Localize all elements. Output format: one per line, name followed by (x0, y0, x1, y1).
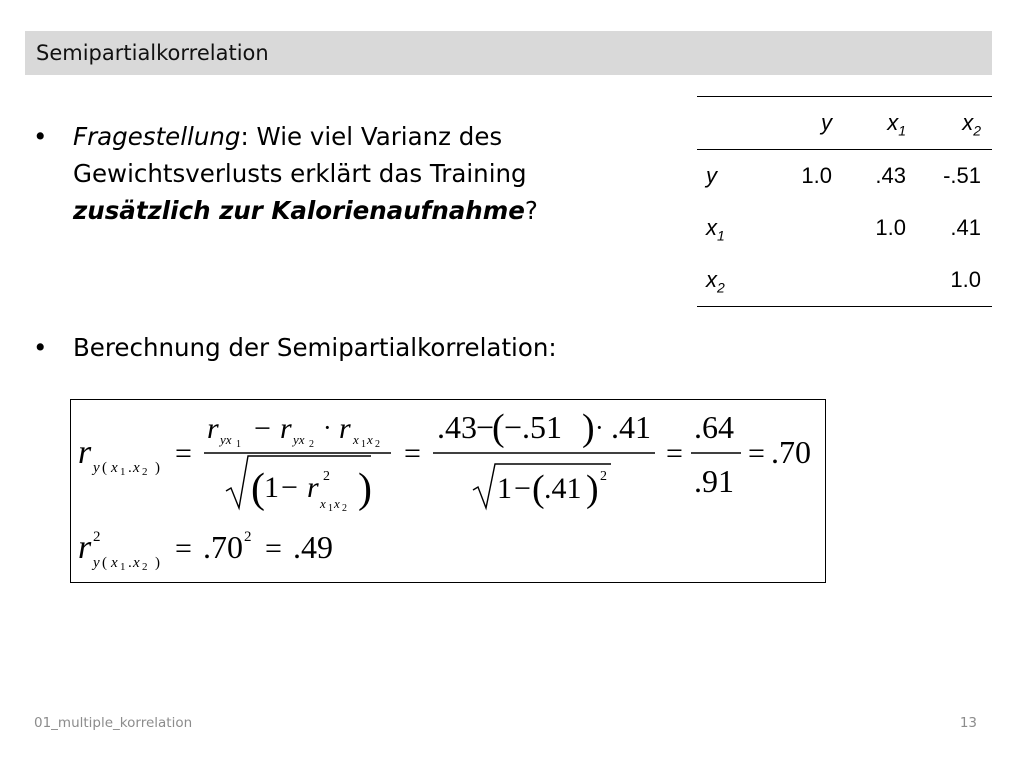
row-label: $x_1$ (706, 215, 725, 244)
minus-sign: − (476, 409, 495, 445)
header-y: y (821, 110, 832, 135)
den2-minus: − (514, 472, 531, 505)
line2-equals-1: = (175, 532, 192, 565)
num-cdot: · (323, 413, 332, 442)
line2-value-49: .49 (293, 529, 333, 565)
den1-minus: − (281, 471, 298, 504)
table-row (697, 254, 992, 306)
paren-close: ) (582, 407, 595, 449)
page-number: 13 (959, 715, 977, 731)
line2-sub-y: y (93, 555, 100, 571)
formula-dot: . (128, 460, 132, 476)
den1-sub-x2: x (334, 496, 340, 511)
num-sub-x1: x (353, 432, 359, 447)
formula-two: 2 (142, 466, 148, 478)
row-label: $x_2$ (706, 267, 725, 296)
correlation-table (697, 96, 992, 307)
den1-paren-open: ( (251, 466, 265, 512)
table-header-row (697, 97, 992, 150)
line2-paren-open: ( (102, 555, 107, 571)
formula-x2: x (133, 460, 140, 476)
formula-x1: x (111, 460, 118, 476)
value-neg51: −.51 (504, 409, 563, 445)
slide-title: Semipartialkorrelation (36, 41, 269, 65)
question-text: : Wie viel Varianz des Gewichtsverlusts erklärt das Training (73, 122, 527, 188)
num-sub-yx1: yx (220, 432, 232, 447)
footer-filename: 01_multiple_korrelation (34, 715, 193, 731)
table-cell: .41 (950, 215, 981, 240)
table-cell: -.51 (943, 163, 981, 188)
value-43: .43 (437, 409, 477, 445)
den1-paren-close: ) (358, 466, 372, 512)
paren-open: ( (492, 407, 505, 449)
line2-sq: 2 (93, 529, 101, 545)
den1-r: r (307, 471, 319, 504)
value-64: .64 (694, 409, 734, 445)
den1-sub-x1: x (320, 496, 326, 511)
bullet-dot: • (33, 333, 48, 362)
equals-4: = (748, 437, 765, 470)
bullet-dot: • (33, 122, 48, 151)
den1-one: 1 (264, 471, 279, 504)
line2-r: r (78, 529, 92, 566)
den2-paren-open: ( (532, 468, 545, 510)
den2-paren-close: ) (586, 468, 599, 510)
formula-sub-y: y (93, 460, 100, 476)
equals-2: = (404, 437, 421, 470)
bullet-question (28, 118, 668, 229)
line2-value-sq: 2 (244, 529, 252, 545)
num-sub-2: 2 (309, 439, 314, 450)
num-sub-x2: x (367, 432, 373, 447)
num-r-yx2: r (280, 412, 292, 445)
table-cell: 1.0 (875, 215, 906, 240)
bullet-list (28, 118, 668, 366)
table-row (697, 150, 992, 202)
line2-value-70: .70 (203, 529, 243, 565)
formula-paren-close: ) (155, 460, 160, 476)
calculation-text: Berechnung der Semipartialkorrelation: (73, 333, 557, 362)
question-end: ? (524, 196, 538, 225)
line2-two: 2 (142, 561, 148, 573)
line2-one: 1 (120, 561, 126, 573)
line2-x2: x (133, 555, 140, 571)
value-41: .41 (611, 409, 651, 445)
line2-x1: x (111, 555, 118, 571)
den1-sub-two: 2 (342, 503, 347, 514)
value-70: .70 (771, 434, 811, 470)
num-sub-yx2: yx (293, 432, 305, 447)
num-r-x1x2: r (339, 412, 351, 445)
num-sub-1: 1 (236, 439, 241, 450)
den1-sub-one: 1 (328, 503, 333, 514)
formula-one: 1 (120, 466, 126, 478)
sqrt-sign-1 (226, 456, 371, 508)
table-cell: 1.0 (801, 163, 832, 188)
table-cell: .43 (875, 163, 906, 188)
den2-sq: 2 (600, 469, 607, 484)
equals-1: = (175, 437, 192, 470)
row-label: y (706, 163, 717, 188)
line2-dot: . (128, 555, 132, 571)
title-bar (25, 31, 992, 75)
value-91: .91 (694, 463, 734, 499)
bullet-calculation (28, 329, 668, 366)
num-r-yx1: r (207, 412, 219, 445)
semipartial-formula (71, 400, 827, 584)
den1-sq: 2 (323, 469, 330, 484)
header-x1: $x_1$ (887, 110, 906, 139)
header-x2: $x_2$ (962, 110, 981, 139)
line2-equals-2: = (265, 532, 282, 565)
question-lead: Fragestellung (73, 122, 241, 151)
den2-one: 1 (497, 472, 512, 505)
den2-value-41: .41 (544, 472, 582, 505)
num-minus: − (254, 412, 271, 445)
table-cell: 1.0 (950, 267, 981, 292)
table-row (697, 202, 992, 254)
question-emphasis: zusätzlich zur Kalorienaufnahme (73, 196, 525, 225)
line2-paren-close: ) (155, 555, 160, 571)
equals-3: = (666, 437, 683, 470)
formula-r: r (78, 434, 92, 471)
formula-paren-open: ( (102, 460, 107, 476)
formula-box (70, 399, 826, 583)
num-sub-x1-one: 1 (361, 439, 366, 450)
num-sub-x2-two: 2 (375, 439, 380, 450)
cdot: · (595, 413, 604, 442)
